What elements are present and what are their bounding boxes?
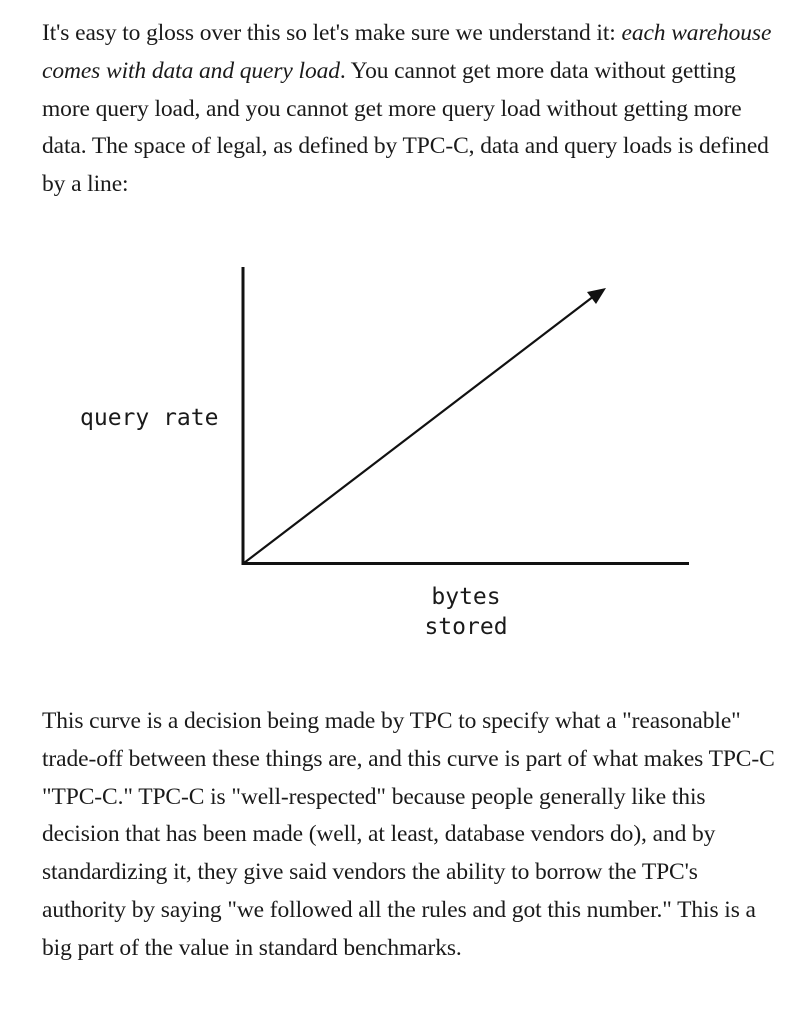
paragraph-intro-text-start: It's easy to gloss over this so let's make sure we understand it: (42, 20, 622, 46)
x-axis-label-line2: stored (424, 614, 508, 640)
paragraph-intro-emphasis: each warehouse comes with data and query load (42, 20, 772, 84)
x-axis-label-line1: bytes (431, 584, 501, 610)
paragraph-explanation: This curve is a decision being made by TPC to specify what a "reasonable" trade-off between these things are, and this curve is part of what makes TPC-C "TPC-C." TPC-C is "well-respected" because people generally like this decision that has been made (well, at least, database vendors do), and by standardizing it, they give said vendors the ability to borrow the TPC's authority by saying "we followed all the rules and got this number." This is a big part of the value in standard benchmarks. (42, 708, 775, 961)
paragraph-intro (42, 15, 782, 204)
line-diagram (0, 240, 805, 660)
paragraph-intro-text-end: . You cannot get more data without getting more query load, and you cannot get more query load without getting more data. The space of legal, as defined by TPC-C, data and query loads is defined by a line: (42, 57, 769, 198)
y-axis-label: query rate (80, 405, 219, 431)
arrow-head-icon (587, 288, 606, 304)
trend-line (244, 296, 594, 563)
